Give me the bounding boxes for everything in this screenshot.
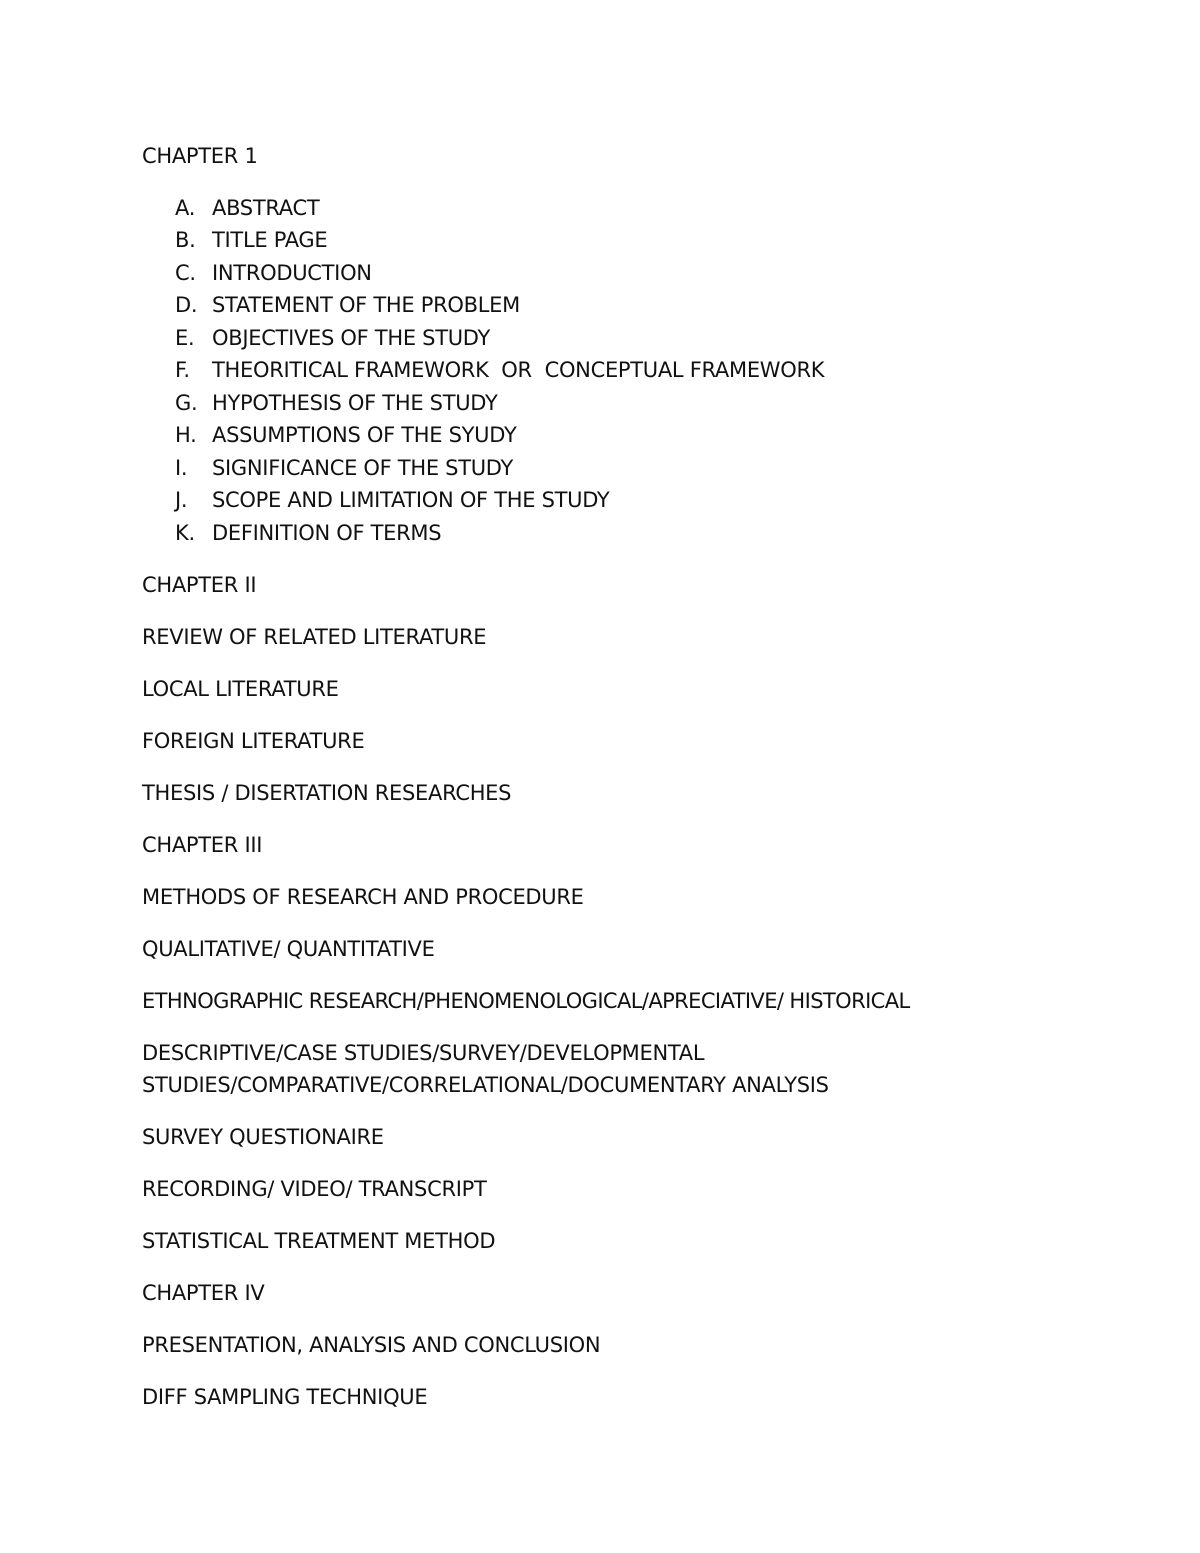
chapter-2-heading: CHAPTER II: [142, 573, 257, 597]
list-item-letter: D.: [175, 293, 198, 317]
list-item-letter: H.: [175, 423, 197, 447]
list-item-text: DEFINITION OF TERMS: [212, 521, 442, 545]
list-item-letter: E.: [175, 326, 195, 350]
text-line: ETHNOGRAPHIC RESEARCH/PHENOMENOLOGICAL/APRECIATIVE/ HISTORICAL: [142, 989, 910, 1013]
text-line: REVIEW OF RELATED LITERATURE: [142, 625, 487, 649]
list-item-text: INTRODUCTION: [212, 261, 372, 285]
list-item-letter: F.: [175, 358, 190, 382]
text-line: THESIS / DISERTATION RESEARCHES: [142, 781, 512, 805]
text-line: STATISTICAL TREATMENT METHOD: [142, 1229, 496, 1253]
list-item-text: SCOPE AND LIMITATION OF THE STUDY: [212, 488, 610, 512]
list-item-text: ABSTRACT: [212, 196, 320, 220]
list-item-text: ASSUMPTIONS OF THE SYUDY: [212, 423, 517, 447]
chapter-1-heading: CHAPTER 1: [142, 144, 258, 168]
text-line: SURVEY QUESTIONAIRE: [142, 1125, 384, 1149]
list-item-text: STATEMENT OF THE PROBLEM: [212, 293, 520, 317]
text-line: STUDIES/COMPARATIVE/CORRELATIONAL/DOCUMENTARY ANALYSIS: [142, 1073, 829, 1097]
text-line: DESCRIPTIVE/CASE STUDIES/SURVEY/DEVELOPMENTAL: [142, 1041, 705, 1065]
text-line: LOCAL LITERATURE: [142, 677, 339, 701]
text-line: METHODS OF RESEARCH AND PROCEDURE: [142, 885, 584, 909]
list-item-letter: C.: [175, 261, 196, 285]
list-item-text: THEORITICAL FRAMEWORK OR CONCEPTUAL FRAMEWORK: [212, 358, 825, 382]
list-item-letter: A.: [175, 196, 196, 220]
list-item-text: HYPOTHESIS OF THE STUDY: [212, 391, 498, 415]
list-item-letter: B.: [175, 228, 196, 252]
list-item-letter: J.: [175, 488, 188, 512]
list-item-letter: K.: [175, 521, 195, 545]
list-item-letter: I.: [175, 456, 188, 480]
text-line: PRESENTATION, ANALYSIS AND CONCLUSION: [142, 1333, 601, 1357]
chapter-3-heading: CHAPTER III: [142, 833, 263, 857]
text-line: FOREIGN LITERATURE: [142, 729, 365, 753]
list-item-text: OBJECTIVES OF THE STUDY: [212, 326, 491, 350]
list-item-letter: G.: [175, 391, 198, 415]
list-item-text: SIGNIFICANCE OF THE STUDY: [212, 456, 514, 480]
chapter-4-heading: CHAPTER IV: [142, 1281, 265, 1305]
text-line: QUALITATIVE/ QUANTITATIVE: [142, 937, 435, 961]
text-line: RECORDING/ VIDEO/ TRANSCRIPT: [142, 1177, 487, 1201]
text-line: DIFF SAMPLING TECHNIQUE: [142, 1385, 428, 1409]
list-item-text: TITLE PAGE: [212, 228, 328, 252]
